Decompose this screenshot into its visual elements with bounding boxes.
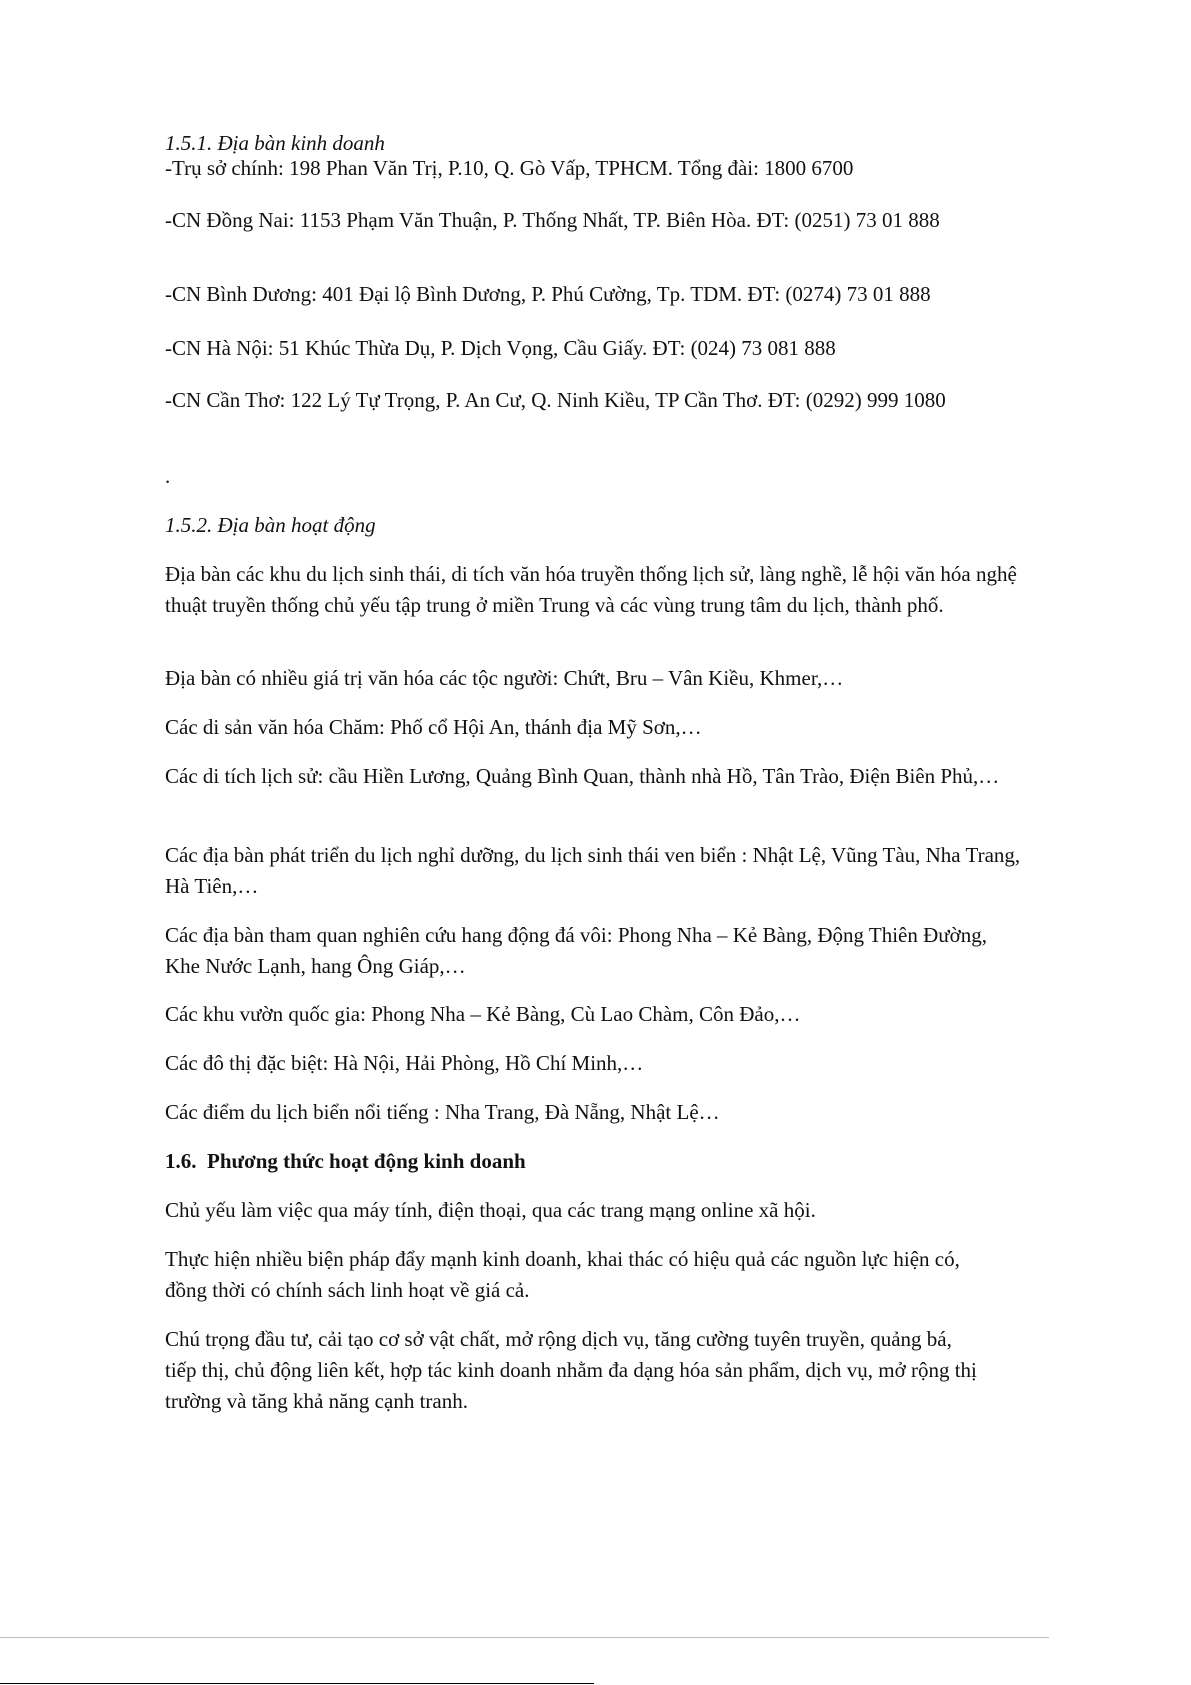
heading-1-5-1: 1.5.1. Địa bàn kinh doanh [165,131,385,155]
address-head-office: -Trụ sở chính: 198 Phan Văn Trị, P.10, Q. Gò Vấp, TPHCM. Tổng đài: 1800 6700 [165,156,854,180]
paragraph-region-overview: Địa bàn các khu du lịch sinh thái, di tích văn hóa truyền thống lịch sử, làng nghề, lễ hội văn hóa nghệ thuật truyền thống chủ yếu tập trung ở miền Trung và các vùng trung tâm du lịch, thành phố. [165,562,1017,617]
paragraph-business-measures: Thực hiện nhiều biện pháp đẩy mạnh kinh doanh, khai thác có hiệu quả các nguồn lực hiện có, đồng thời có chính sách linh hoạt về giá cả. [165,1247,960,1302]
address-binh-duong: -CN Bình Dương: 401 Đại lộ Bình Dương, P. Phú Cường, Tp. TDM. ĐT: (0274) 73 01 888 [165,282,931,306]
paragraph-special-cities: Các đô thị đặc biệt: Hà Nội, Hải Phòng, Hồ Chí Minh,… [165,1051,644,1075]
address-ha-noi: -CN Hà Nội: 51 Khúc Thừa Dụ, P. Dịch Vọng, Cầu Giấy. ĐT: (024) 73 081 888 [165,336,836,360]
paragraph-caves: Các địa bàn tham quan nghiên cứu hang động đá vôi: Phong Nha – Kẻ Bàng, Động Thiên Đường, Khe Nước Lạnh, hang Ông Giáp,… [165,923,988,978]
paragraph-resort-areas: Các địa bàn phát triển du lịch nghỉ dưỡng, du lịch sinh thái ven biển : Nhật Lệ, Vũng Tàu, Nha Trang, Hà Tiên,… [165,843,1021,898]
heading-1-5-2: 1.5.2. Địa bàn hoạt động [165,513,376,537]
footer-divider [0,1637,1049,1638]
address-can-tho: -CN Cần Thơ: 122 Lý Tự Trọng, P. An Cư, Q. Ninh Kiều, TP Cần Thơ. ĐT: (0292) 999 1080 [165,388,946,412]
heading-1-6: 1.6. Phương thức hoạt động kinh doanh [165,1149,526,1173]
paragraph-work-method: Chủ yếu làm việc qua máy tính, điện thoại, qua các trang mạng online xã hội. [165,1198,816,1222]
paragraph-historic-sites: Các di tích lịch sử: cầu Hiền Lương, Quảng Bình Quan, thành nhà Hồ, Tân Trào, Điện Biên Phủ,… [165,764,1000,788]
paragraph-cham-heritage: Các di sản văn hóa Chăm: Phố cổ Hội An, thánh địa Mỹ Sơn,… [165,715,702,739]
address-dong-nai: -CN Đồng Nai: 1153 Phạm Văn Thuận, P. Thống Nhất, TP. Biên Hòa. ĐT: (0251) 73 01 888 [165,208,940,232]
paragraph-ethnic-culture: Địa bàn có nhiều giá trị văn hóa các tộc người: Chứt, Bru – Vân Kiều, Khmer,… [165,666,844,690]
paragraph-investment: Chú trọng đầu tư, cải tạo cơ sở vật chất, mở rộng dịch vụ, tăng cường tuyên truyền, quảng bá, tiếp thị, chủ động liên kết, hợp tác kinh doanh nhằm đa dạng hóa sản phẩm, dịch vụ, mở rộng thị trường và tăng khả năng cạnh tranh. [165,1327,977,1413]
paragraph-beach-destinations: Các điểm du lịch biển nổi tiếng : Nha Trang, Đà Nẵng, Nhật Lệ… [165,1100,720,1124]
footnote-divider [0,1683,594,1684]
stray-dot: . [165,464,171,488]
paragraph-national-parks: Các khu vườn quốc gia: Phong Nha – Kẻ Bàng, Cù Lao Chàm, Côn Đảo,… [165,1002,801,1026]
